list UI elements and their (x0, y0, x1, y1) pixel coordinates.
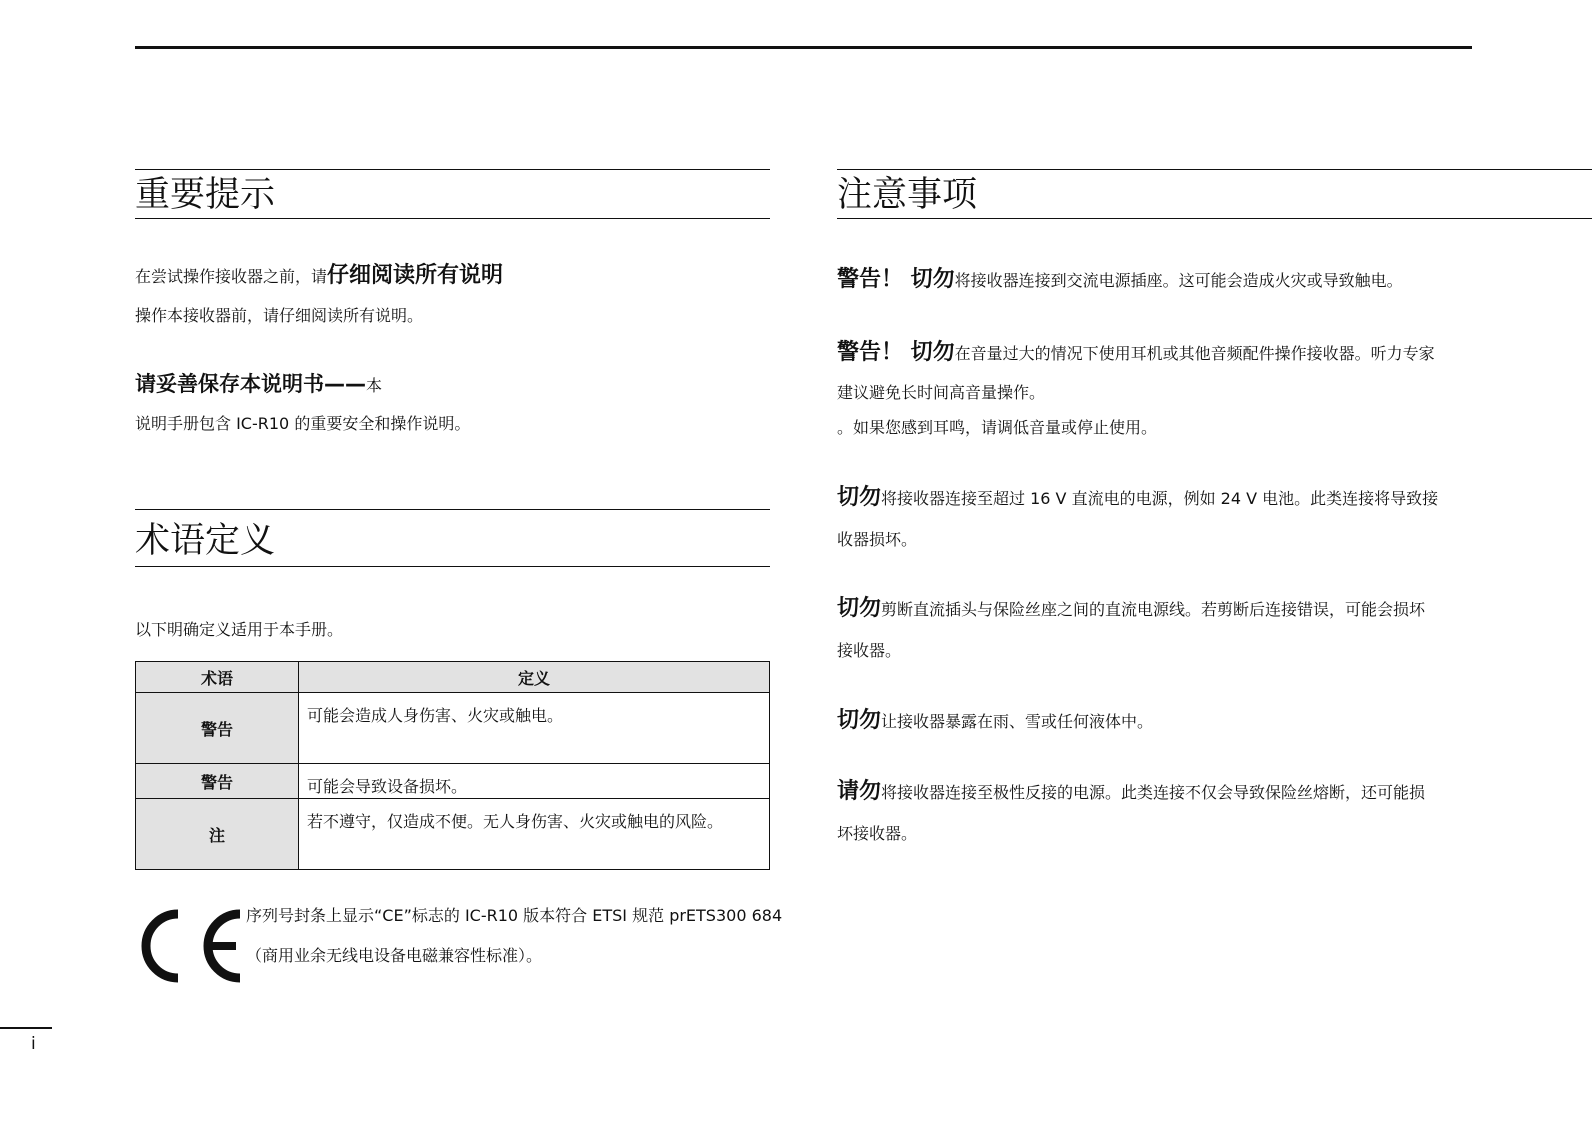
precaution-2-cont2: 。如果您感到耳鸣，请调低音量或停止使用。 (837, 418, 1158, 437)
col-def-header: 定义 (299, 662, 770, 693)
term-cell: 警告 (136, 764, 299, 799)
keep-manual-line (135, 372, 382, 398)
keep-manual-bold: 请妥善保存本说明书—— (135, 372, 366, 396)
precaution-4 (837, 591, 1425, 622)
precaution-1-lead: 警告！ 切勿 (837, 267, 955, 292)
table-row (136, 799, 770, 870)
col-term-header: 术语 (136, 662, 299, 693)
important-line1-pre: 在尝试操作接收器之前，请 (135, 267, 328, 286)
precaution-6-cont: 坏接收器。 (837, 824, 918, 843)
table-row (136, 764, 770, 799)
page-number: i (31, 1034, 36, 1054)
precaution-3-cont: 收器损坏。 (837, 530, 918, 549)
ce-line1: 序列号封条上显示“CE”标志的 IC-R10 版本符合 ETSI 规范 prETS300 684 (246, 906, 783, 925)
precaution-2-lead: 警告！ 切勿 (837, 340, 955, 365)
precaution-2 (837, 335, 1435, 366)
precaution-3-lead: 切勿 (837, 485, 882, 510)
precaution-1-text: 将接收器连接到交流电源插座。这可能会造成火灾或导致触电。 (954, 271, 1403, 290)
definition-cell: 若不遵守，仅造成不便。无人身伤害、火灾或触电的风险。 (299, 799, 770, 870)
precaution-3 (837, 480, 1438, 511)
terms-heading-box (135, 509, 770, 567)
precaution-3-text: 将接收器连接至超过 16 V 直流电的电源，例如 24 V 电池。此类连接将导致接 (881, 489, 1439, 508)
precautions-heading-box (837, 169, 1592, 219)
ce-line2: （商用业余无线电设备电磁兼容性标准）。 (246, 946, 543, 965)
term-cell: 注 (136, 799, 299, 870)
table-row (136, 693, 770, 764)
precaution-5-lead: 切勿 (837, 708, 882, 733)
terms-intro: 以下明确定义适用于本手册。 (135, 620, 344, 639)
terms-heading: 术语定义 (135, 521, 276, 561)
precautions-heading: 注意事项 (837, 175, 978, 215)
important-heading: 重要提示 (135, 175, 276, 215)
precaution-2-text: 在音量过大的情况下使用耳机或其他音频配件操作接收器。听力专家 (954, 344, 1435, 363)
ce-mark-icon (138, 906, 246, 986)
term-cell: 警告 (136, 693, 299, 764)
keep-manual-tail: 本 (366, 376, 383, 395)
precaution-4-text: 剪断直流插头与保险丝座之间的直流电源线。若剪断后连接错误，可能会损坏 (881, 600, 1426, 619)
precaution-6-lead: 请勿 (837, 779, 882, 804)
important-heading-box (135, 169, 770, 219)
important-line2: 操作本接收器前，请仔细阅读所有说明。 (135, 306, 424, 325)
precaution-1 (837, 262, 1403, 293)
terms-table (135, 661, 770, 870)
important-line1-bold: 仔细阅读所有说明 (327, 263, 504, 288)
precaution-6 (837, 774, 1425, 805)
precaution-4-lead: 切勿 (837, 596, 882, 621)
precaution-5-text: 让接收器暴露在雨、雪或任何液体中。 (881, 712, 1154, 731)
table-header-row (136, 662, 770, 693)
top-rule (135, 46, 1472, 49)
definition-cell: 可能会造成人身伤害、火灾或触电。 (299, 693, 770, 764)
page-number-rule (0, 1027, 52, 1029)
precaution-4-cont: 接收器。 (837, 641, 902, 660)
precaution-5 (837, 703, 1153, 734)
precaution-6-text: 将接收器连接至极性反接的电源。此类连接不仅会导致保险丝熔断，还可能损 (881, 783, 1426, 802)
definition-cell: 可能会导致设备损坏。 (299, 764, 770, 799)
important-line1 (135, 264, 503, 289)
important-line3: 说明手册包含 IC-R10 的重要安全和操作说明。 (135, 414, 471, 433)
precaution-2-cont1: 建议避免长时间高音量操作。 (837, 383, 1046, 402)
